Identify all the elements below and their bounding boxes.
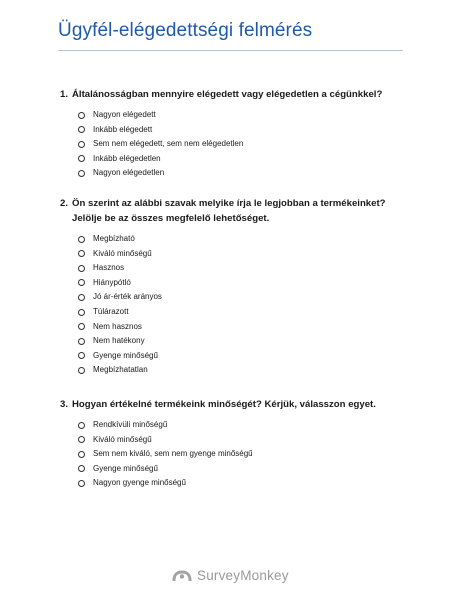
question-number: 2. (60, 198, 69, 209)
question-1-heading (60, 87, 410, 102)
checkbox[interactable] (78, 309, 85, 316)
title-divider (58, 50, 403, 51)
radio-button[interactable] (78, 465, 85, 472)
option-label: Rendkívüli minőségű (93, 420, 168, 429)
radio-button[interactable] (78, 480, 85, 487)
option-label: Gyenge minőségű (93, 350, 158, 360)
question-text: Hogyan értékelné termékeink minőségét? Kérjük, válasszon egyet. (72, 399, 376, 410)
option-label: Nagyon elégedetlen (93, 168, 165, 178)
question-text: Ön szerint az alábbi szavak melyike írja le legjobban a termékeinket? Jelölje be az összes megfelelő lehetőséget. (72, 198, 386, 224)
option-label: Hiánypótló (93, 277, 131, 287)
radio-button[interactable] (78, 170, 85, 177)
footer-logo (172, 565, 289, 585)
option-label: Sem nem kiváló, sem nem gyenge minőségű (93, 449, 253, 459)
question-number: 3. (60, 399, 69, 410)
radio-button[interactable] (78, 422, 85, 429)
checkbox[interactable] (78, 250, 85, 257)
radio-button[interactable] (78, 451, 85, 458)
option-label: Nagyon gyenge minőségű (93, 478, 186, 488)
checkbox[interactable] (78, 265, 85, 272)
question-2-heading (60, 196, 410, 226)
option-label: Nem hasznos (93, 321, 142, 331)
checkbox[interactable] (78, 279, 85, 286)
option-label: Inkább elégedetlen (93, 153, 161, 163)
option-label: Nagyon elégedett (93, 110, 156, 119)
option-label: Hasznos (93, 263, 125, 273)
checkbox[interactable] (78, 294, 85, 301)
option-label: Megbízható (93, 234, 135, 243)
radio-button[interactable] (78, 126, 85, 133)
option-label: Kiváló minőségű (93, 248, 152, 258)
checkbox[interactable] (78, 338, 85, 345)
page-title: Ügyfél-elégedettségi felmérés (58, 20, 313, 41)
radio-button[interactable] (78, 141, 85, 148)
option-label: Inkább elégedett (93, 124, 153, 134)
question-number: 1. (60, 89, 69, 100)
radio-button[interactable] (78, 155, 85, 162)
option-label: Gyenge minőségű (93, 463, 158, 473)
checkbox[interactable] (78, 367, 85, 374)
option-label: Kiváló minőségű (93, 434, 152, 444)
footer-brand: SurveyMonkey (197, 567, 289, 583)
option-label: Sem nem elégedett, sem nem elégedetlen (93, 139, 244, 149)
option-label: Túlárazott (93, 306, 129, 316)
surveymonkey-logo-icon (172, 569, 192, 581)
question-3-heading (60, 397, 410, 412)
checkbox[interactable] (78, 352, 85, 359)
option-label: Megbízhatatlan (93, 365, 148, 375)
checkbox[interactable] (78, 323, 85, 330)
option-label: Jó ár-érték arányos (93, 292, 162, 302)
question-text: Általánosságban mennyire elégedett vagy elégedetlen a cégünkkel? (72, 89, 383, 100)
checkbox[interactable] (78, 236, 85, 243)
option-label: Nem hatékony (93, 336, 145, 346)
radio-button[interactable] (78, 436, 85, 443)
radio-button[interactable] (78, 112, 85, 119)
